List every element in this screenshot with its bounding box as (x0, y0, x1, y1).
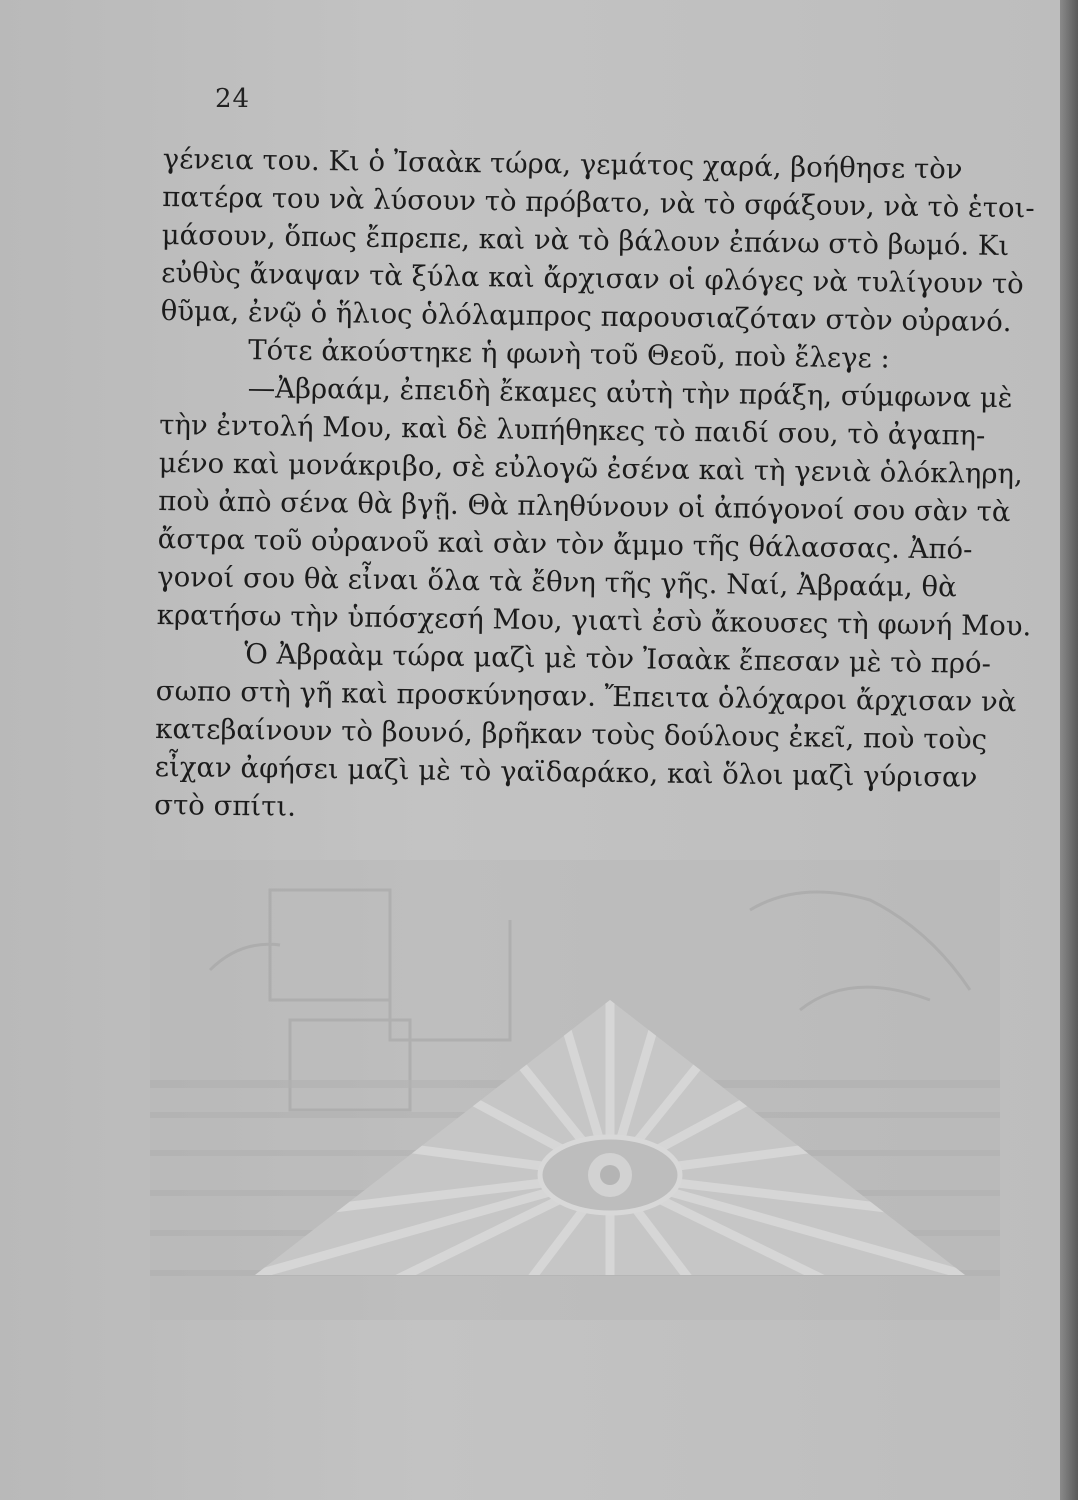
eye-of-providence-icon (255, 1000, 965, 1275)
text-line: στὸ σπίτι. (154, 788, 297, 823)
text-line: τὴν ἐντολή Μου, καὶ δὲ λυπήθηκες τὸ παιδί σου, τὸ ἀγαπη- (159, 408, 986, 452)
text-line: κρατήσω τὴν ὑπόσχεσή Μου, γιατὶ ἐσὺ ἄκουσες τὴ φωνή Μου. (156, 598, 1032, 643)
text-line: γονοί σου θὰ εἶναι ὅλα τὰ ἔθνη τῆς γῆς. Ναί, Ἀβραάμ, θὰ (157, 560, 957, 604)
text-line: γένεια του. Κι ὁ Ἰσαὰκ τώρα, γεμάτος χαρά, βοήθησε τὸν (162, 142, 963, 186)
text-line: Ὁ Ἀβραὰμ τώρα μαζὶ μὲ τὸν Ἰσαὰκ ἔπεσαν μὲ τὸ πρό- (244, 638, 992, 680)
paragraph (160, 140, 1035, 341)
text-line: ποὺ ἀπὸ σένα θὰ βγῇ. Θὰ πληθύνουν οἱ ἀπόγονοί σου σὰν τὰ (158, 484, 1011, 529)
text-line: σωπο στὴ γῆ καὶ προσκύνησαν. Ἔπειτα ὁλόχαροι ἄρχισαν νὰ (155, 674, 1017, 719)
paragraph (154, 634, 1017, 835)
text-line: μένο καὶ μονάκριβο, σὲ εὐλογῶ ἐσένα καὶ τὴ γενιὰ ὁλόκληρη, (158, 446, 1023, 491)
text-line: —Ἀβραάμ, ἐπειδὴ ἔκαμες αὐτὴ τὴν πράξη, σύμφωνα μὲ (247, 372, 1013, 415)
paragraph (156, 368, 1032, 645)
text-line: ἄστρα τοῦ οὐρανοῦ καὶ σὰν τὸν ἄμμο τῆς θάλασσας. Ἀπό- (157, 522, 973, 566)
page-edge (1060, 0, 1078, 1500)
text-line: κατεβαίνουν τὸ βουνό, βρῆκαν τοὺς δούλους ἐκεῖ, ποὺ τοὺς (155, 712, 988, 756)
text-line: Τότε ἀκούστηκε ἡ φωνὴ τοῦ Θεοῦ, ποὺ ἔλεγε : (248, 334, 891, 375)
body-text (154, 140, 1035, 835)
page-number: 24 (215, 84, 251, 114)
text-line: μάσουν, ὅπως ἔπρεπε, καὶ νὰ τὸ βάλουν ἐπάνω στὸ βωμό. Κι (161, 218, 1010, 263)
text-line: εὐθὺς ἄναψαν τὰ ξύλα καὶ ἄρχισαν οἱ φλόγες νὰ τυλίγουν τὸ (161, 256, 1024, 301)
text-line: θῦμα, ἐνῷ ὁ ἥλιος ὁλόλαμπρος παρουσιαζόταν στὸν οὐρανό. (160, 294, 1012, 339)
text-line: πατέρα του νὰ λύσουν τὸ πρόβατο, νὰ τὸ σφάξουν, νὰ τὸ ἑτοι- (162, 180, 1035, 225)
text-line: εἶχαν ἀφήσει μαζὶ μὲ τὸ γαϊδαράκο, καὶ ὅλοι μαζὶ γύρισαν (154, 750, 978, 794)
